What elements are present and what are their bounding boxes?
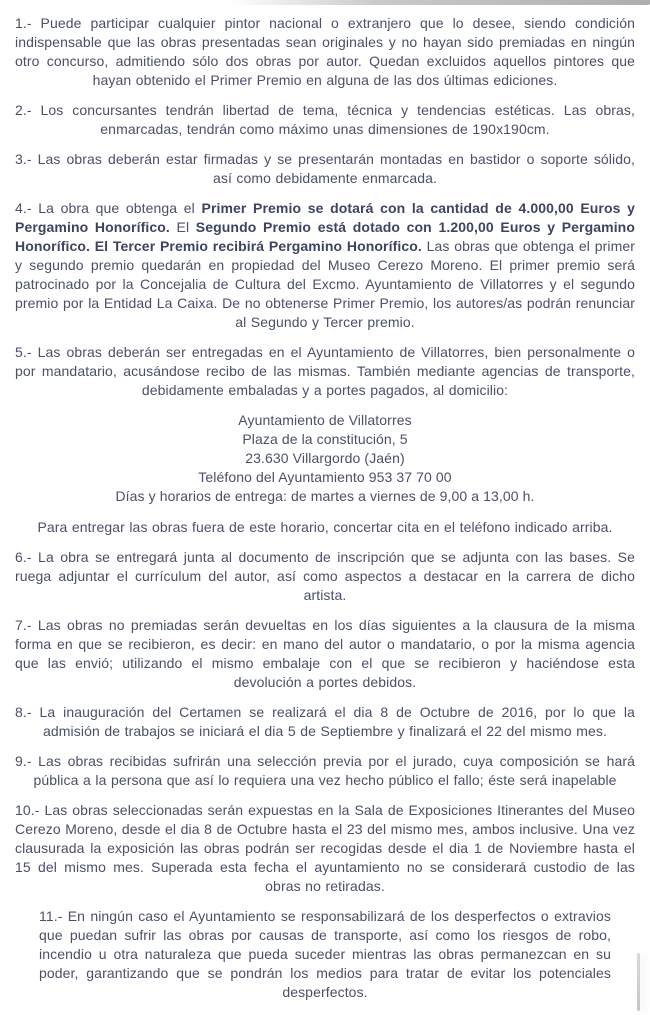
- text-segment: 3.- Las obras deberán estar firmadas y se presentarán montadas en bastidor o soporte sólido, así como debidamente enmarcada.: [15, 151, 635, 186]
- text-segment: 5.- Las obras deberán ser entregadas en el Ayuntamiento de Villatorres, bien personalmente o por mandatario, acusándose recibo de las mismas. También mediante agencias de transporte, debidamente embaladas y a portes pagados, al domicilio:: [15, 344, 635, 398]
- bold-text-segment: Segundo Premio está dotado con 1.200,00 Euros y Pergamino Honorífico. El Tercer Premio recibirá Pergamino Honorífico.: [15, 219, 635, 254]
- scan-artifact-page-edge: [637, 953, 640, 1011]
- text-segment: 7.- Las obras no premiadas serán devueltas en los días siguientes a la clausura de la misma forma en que se recibieron, es decir: en mano del autor o mandatario, o por la misma agencia que las envió; utilizando el mismo embalaje con el que se recibieron y haciéndose esta devolución a portes debidos.: [15, 617, 635, 690]
- address-line: 23.630 Villargordo (Jaén): [245, 450, 405, 466]
- scan-artifact-top-edge: [228, 0, 650, 5]
- bold-text-segment: Primer Premio se dotará con la cantidad de 4.000,00 Euros y Pergamino Honorífico.: [15, 200, 635, 235]
- text-segment: 2.- Los concursantes tendrán libertad de tema, técnica y tendencias estéticas. Las obras, enmarcadas, tendrán como máximo unas dimensiones de 190x190cm.: [15, 102, 635, 137]
- text-segment: 8.- La inauguración del Certamen se realizará el dia 8 de Octubre de 2016, por lo que la admisión de trabajos se iniciará el dia 5 de Septiembre y finalizará el 22 del mismo mes.: [15, 704, 635, 739]
- clause-9: [15, 752, 635, 790]
- clause-4: [15, 199, 635, 332]
- text-segment: 9.- Las obras recibidas sufrirán una selección previa por el jurado, cuya composición se hará pública a la persona que así lo requiera una vez hecho público el fallo; éste será inapelable: [15, 753, 635, 788]
- clause-6: [15, 548, 635, 605]
- address-line: Plaza de la constitución, 5: [242, 431, 408, 447]
- clause-2: [15, 101, 635, 139]
- text-segment: 1.- Puede participar cualquier pintor nacional o extranjero que lo desee, siendo condición indispensable que las obras presentadas sean originales y no hayan sido premiadas en ningún otro concurso, admitiendo sólo dos obras por autor. Quedan excluidos aquellos pintores que hayan obtenido el Primer Premio en alguna de las dos últimas ediciones.: [15, 15, 635, 88]
- text-segment: 4.- La obra que obtenga el: [15, 200, 202, 216]
- text-segment: Las obras que obtenga el primer y segundo premio quedarán en propiedad del Museo Cerezo Moreno. El primer premio será patrocinado por la Concejalia de Cultura del Excmo. Ayuntamiento de Villatorres y el segundo premio por la Entidad La Caixa. De no obtenerse Primer Premio, los autores/as podrán renunciar al Segundo y Tercer premio.: [15, 238, 635, 330]
- address-block: [15, 411, 635, 506]
- text-segment: 6.- La obra se entregará junta al documento de inscripción que se adjunta con las bases. Se ruega adjuntar el currículum del autor, así como aspectos a destacar en la carrera de dicho artista.: [15, 549, 635, 603]
- text-segment: El: [169, 219, 196, 235]
- clause-1: [15, 14, 635, 90]
- clause-3: [15, 150, 635, 188]
- address-line: Teléfono del Ayuntamiento 953 37 70 00: [198, 469, 452, 485]
- clause-10: [15, 801, 635, 896]
- text-segment: 10.- Las obras seleccionadas serán expuestas en la Sala de Exposiciones Itinerantes del Museo Cerezo Moreno, desde el dia 8 de Octubre hasta el 23 del mismo mes, ambos inclusive. Una vez clausurada la exposición las obras podrán ser recogidas desde el dia 1 de Noviembre hasta el 15 del mismo mes. Superada esta fecha el ayuntamiento no se considerará custodio de las obras no retiradas.: [15, 802, 635, 894]
- text-segment: 11.- En ningún caso el Ayuntamiento se responsabilizará de los desperfectos o extravios que puedan sufrir las obras por causas de transporte, así como los riesgos de robo, incendio u otra naturaleza que pueda suceder mientras las obras permanezcan en su poder, garantizando que se pondrán los medios para tratar de evitar los potenciales desperfectos.: [39, 908, 611, 1000]
- clause-7: [15, 616, 635, 692]
- address-line: Ayuntamiento de Villatorres: [238, 412, 412, 428]
- clause-5: [15, 343, 635, 400]
- clause-11: [15, 907, 635, 1002]
- text-segment: Para entregar las obras fuera de este horario, concertar cita en el teléfono indicado arriba.: [37, 519, 613, 535]
- address-line: Días y horarios de entrega: de martes a viernes de 9,00 a 13,00 h.: [115, 488, 535, 504]
- clause-8: [15, 703, 635, 741]
- schedule-note: [15, 518, 635, 537]
